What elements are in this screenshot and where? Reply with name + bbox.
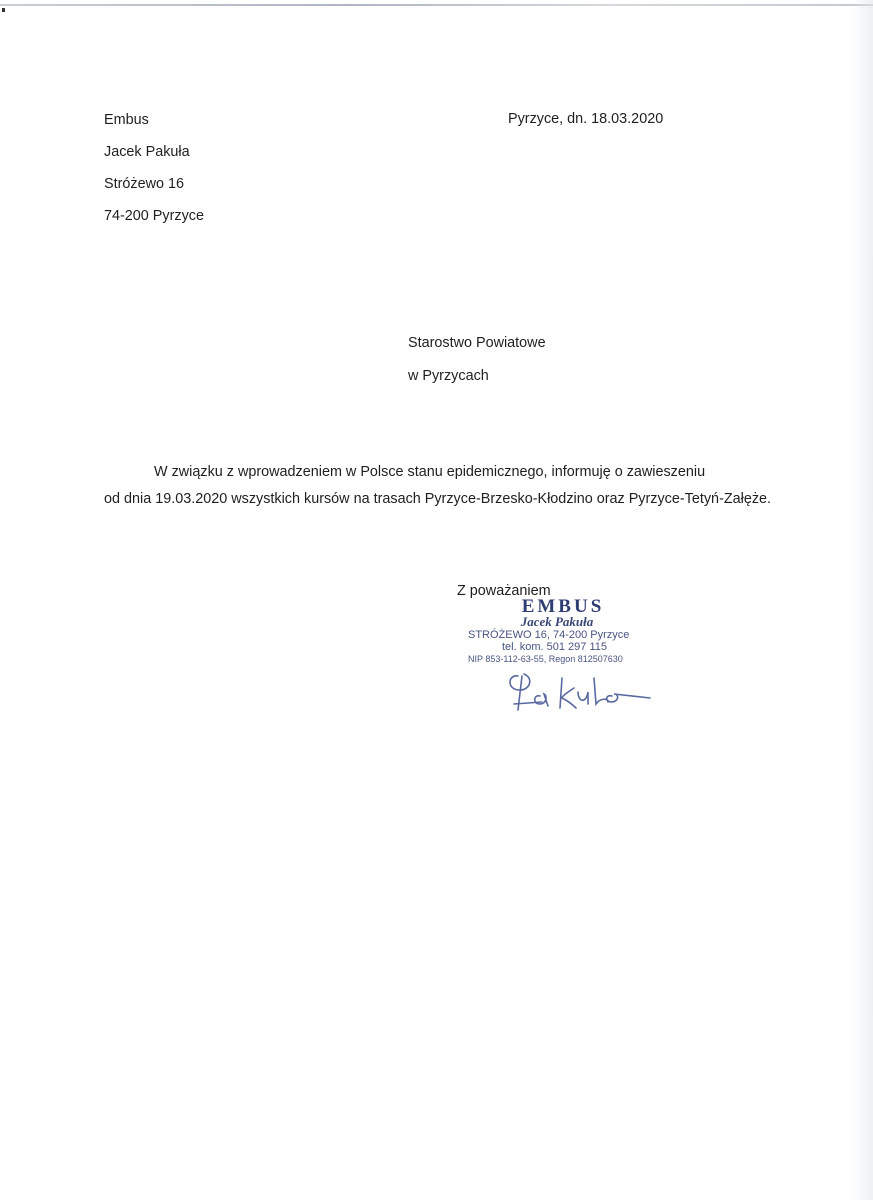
sender-name: Jacek Pakuła — [104, 144, 190, 160]
scan-corner-mark — [2, 8, 5, 12]
stamp-phone: tel. kom. 501 297 115 — [502, 641, 607, 653]
recipient-line2: w Pyrzycach — [408, 368, 489, 384]
body-line-1: W związku z wprowadzeniem w Polsce stanu epidemicznego, informuję o zawieszeniu — [154, 464, 706, 480]
handwritten-signature — [500, 668, 660, 720]
stamp-brand: EMBUS — [521, 596, 605, 617]
sender-street: Stróżewo 16 — [104, 176, 184, 192]
scan-right-shadow — [851, 0, 873, 1200]
recipient-line1: Starostwo Powiatowe — [408, 335, 546, 351]
sender-company: Embus — [104, 112, 149, 128]
stamp-address: STRÓŻEWO 16, 74-200 Pyrzyce — [468, 629, 630, 641]
closing: Z poważaniem — [457, 583, 551, 599]
stamp-ids: NIP 853-112-63-55, Regon 812507630 — [468, 654, 623, 664]
date-line: Pyrzyce, dn. 18.03.2020 — [508, 111, 664, 127]
stamp-owner: Jacek Pakuła — [520, 614, 594, 629]
body-line-2: od dnia 19.03.2020 wszystkich kursów na trasach Pyrzyce-Brzesko-Kłodzino oraz Pyrzyce-Tetyń-Załęże. — [104, 491, 772, 507]
scan-top-edge — [0, 4, 873, 6]
sender-city: 74-200 Pyrzyce — [104, 208, 204, 224]
